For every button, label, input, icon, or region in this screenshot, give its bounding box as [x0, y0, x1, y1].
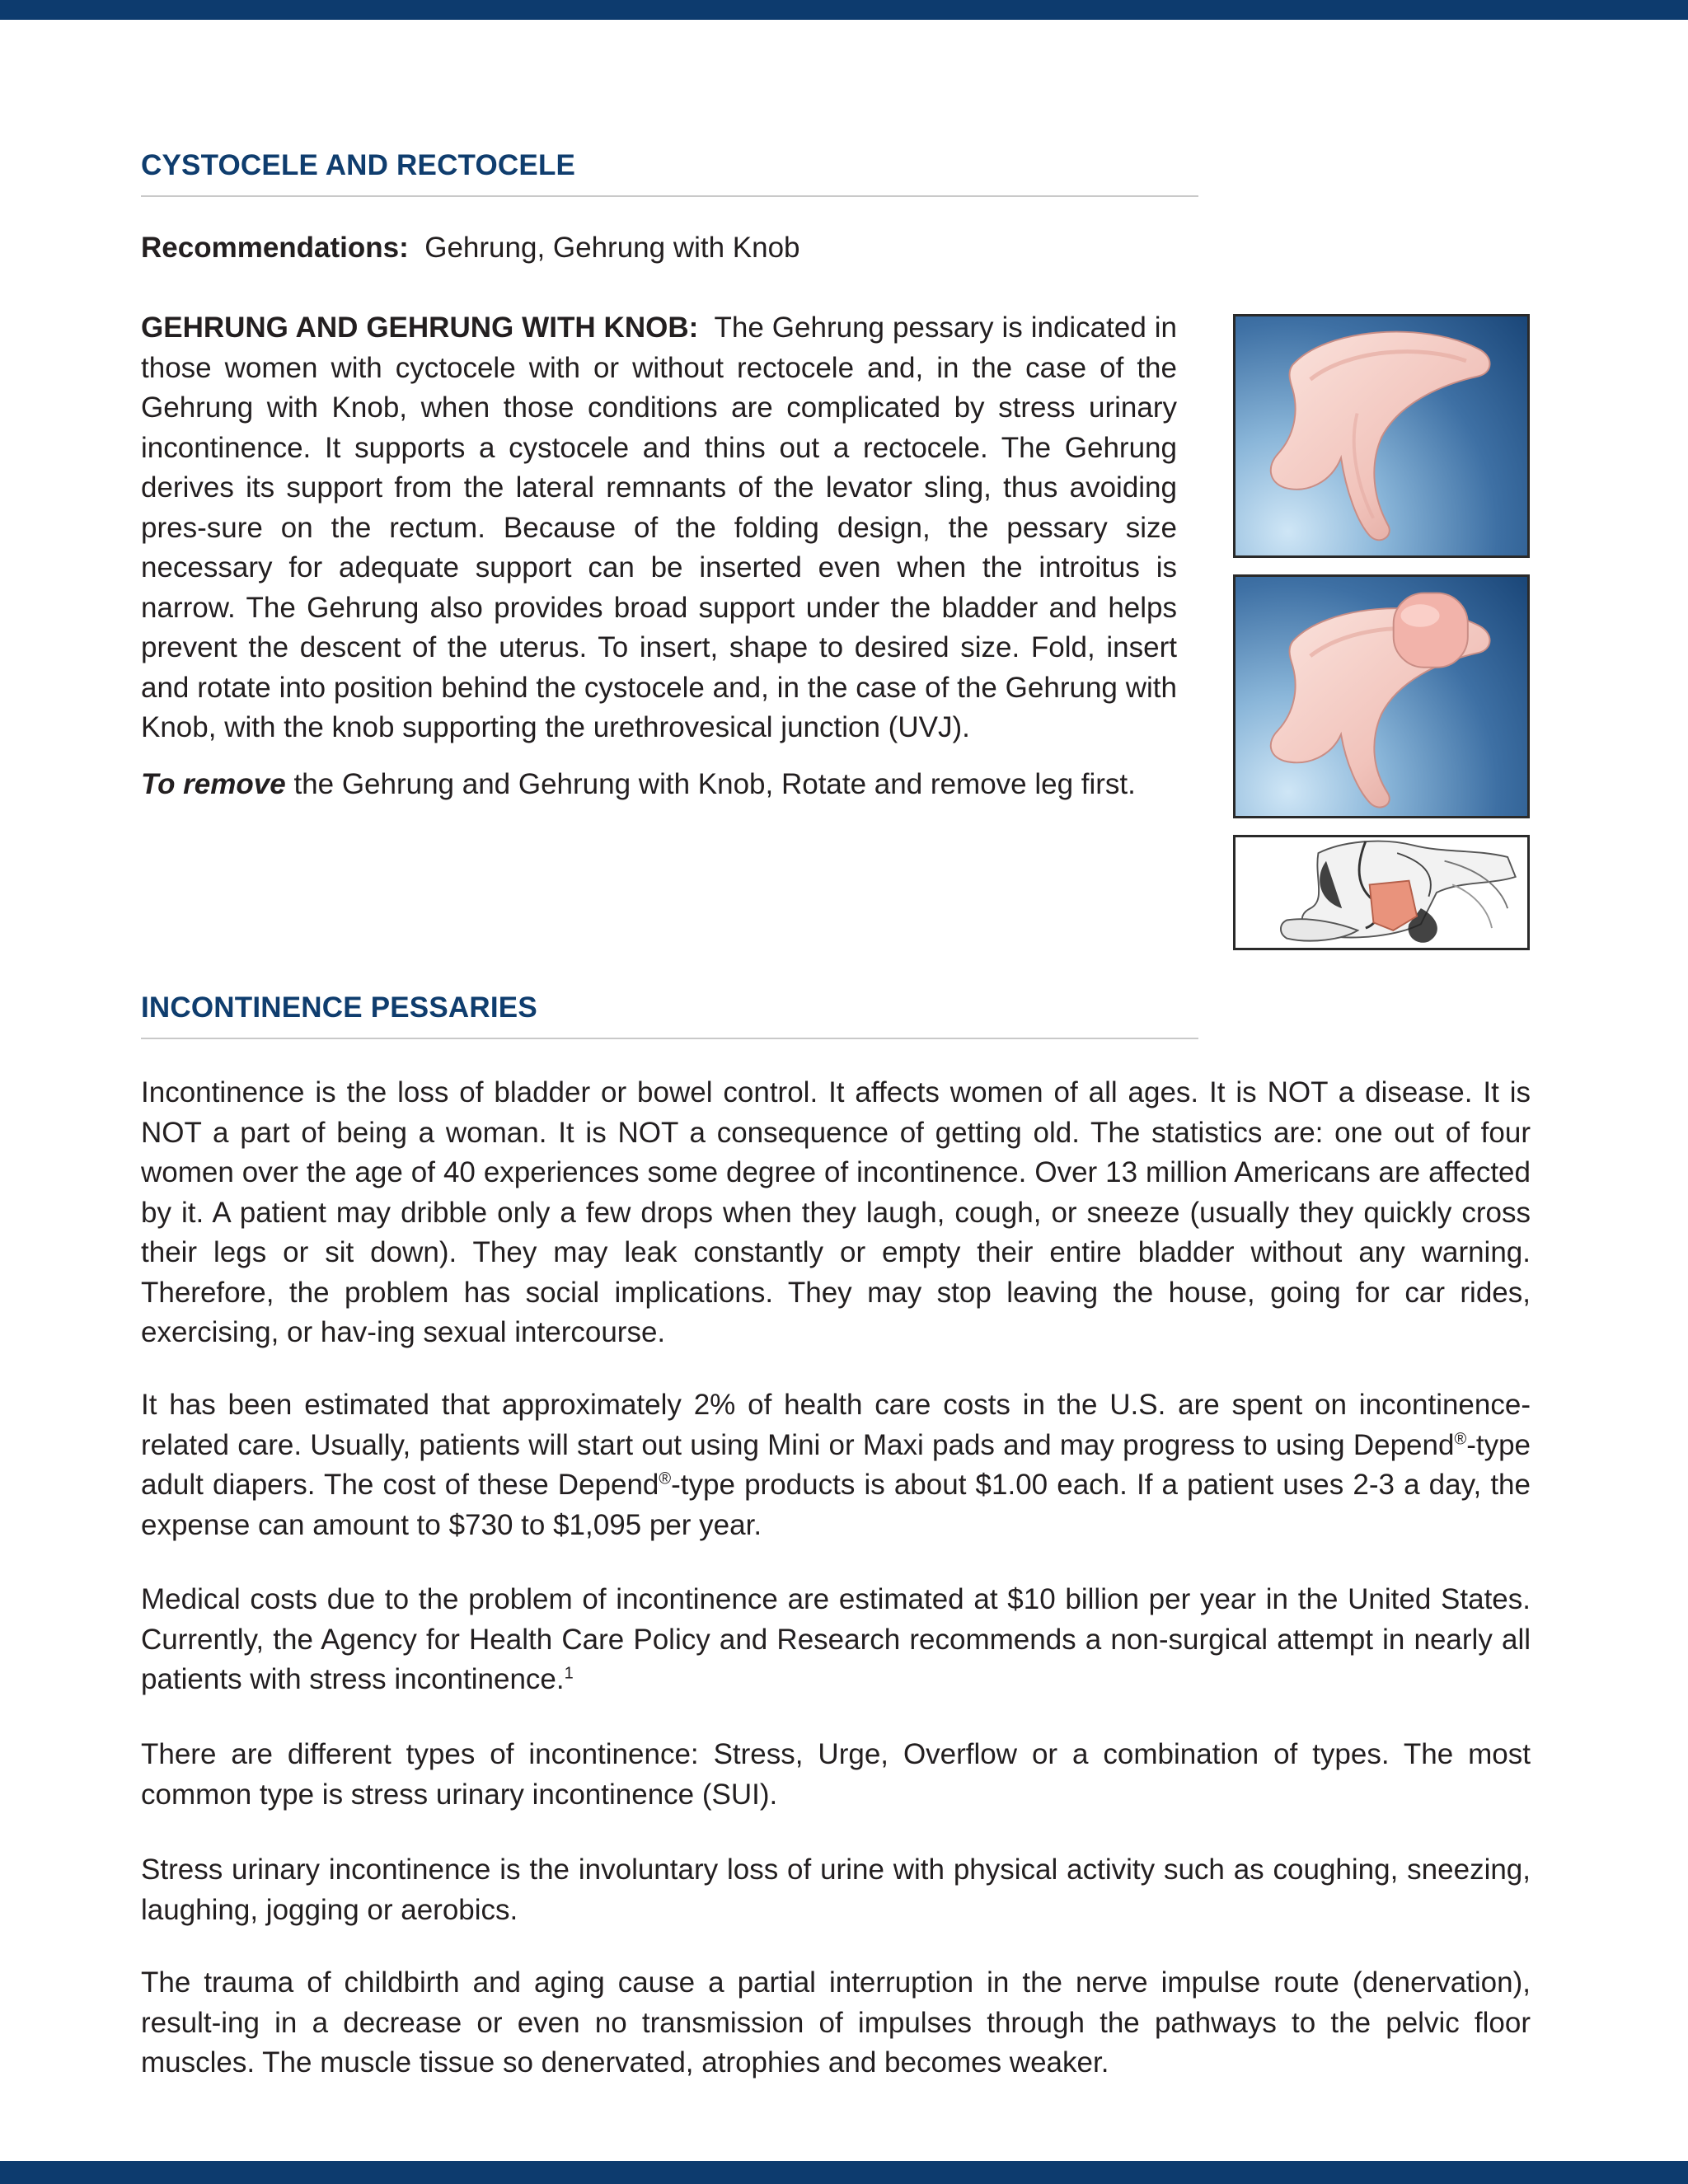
recommendations-label: Recommendations: — [141, 232, 409, 264]
incontinence-paragraph-3 — [141, 1580, 1531, 1700]
gehrung-with-knob-image — [1233, 574, 1530, 818]
registered-mark: ® — [659, 1469, 672, 1488]
section-divider — [141, 1038, 1198, 1039]
gehrung-heading: GEHRUNG AND GEHRUNG WITH KNOB: — [141, 312, 699, 344]
remove-instructions — [141, 765, 1177, 805]
section-title-incontinence: INCONTINENCE PESSARIES — [141, 991, 537, 1024]
bottom-color-bar — [0, 2161, 1688, 2184]
gehrung-paragraph — [141, 308, 1177, 748]
recommendations-value: Gehrung, Gehrung with Knob — [424, 232, 800, 264]
paragraph-2-part-c: -type products is about $1.00 each. If a patient uses 2-3 a day, the expense can amount to $730 to $1,095 per year. — [141, 1469, 1531, 1541]
incontinence-paragraph-6: The trauma of childbirth and aging cause a partial interruption in the nerve impulse route (denervation), result-ing in a decrease or even no transmission of impulses through the pathways to the pelvic floor muscles. The muscle tissue so denervated, atrophies and becomes weaker. — [141, 1966, 1531, 2079]
section-title-cystocele: CYSTOCELE AND RECTOCELE — [141, 149, 576, 181]
incontinence-paragraph-5: Stress urinary incontinence is the involuntary loss of urine with physical activity such as coughing, sneezing, laughing, jogging or aerobics. — [141, 1854, 1531, 1926]
gehrung-pessary-image — [1233, 314, 1530, 558]
paragraph-2-part-b: -type adult diapers. The cost of these Depend — [141, 1428, 1531, 1501]
gehrung-text: The Gehrung pessary is indicated in those women with cyctocele with or without rectocele and, in the case of the Gehrung with Knob, when those conditions are complicated by stress urinary incontinence. It supports a cystocele and thins out a rectocele. The Gehrung derives its support from the lateral remnants of the levator sling, thus avoiding pres-sure on the rectum. Because of the folding design, the pessary size necessary for adequate support can be inserted even when the introitus is narrow. The Gehrung also provides broad support under the bladder and helps prevent the descent of the uterus. To insert, shape to desired size. Fold, insert and rotate into position behind the cystocele and, in the case of the Gehrung with Knob, with the knob supporting the urethrovesical junction (UVJ). — [141, 312, 1177, 743]
footnote-marker: 1 — [564, 1664, 574, 1683]
top-color-bar — [0, 0, 1688, 20]
anatomical-placement-diagram — [1233, 835, 1530, 950]
paragraph-2-part-a: It has been estimated that approximately 2% of health care costs in the U.S. are spent on incontinence-related care. Usually, patients will start out using Mini or Maxi pads and may progress to using Depend — [141, 1389, 1531, 1461]
registered-mark: ® — [1454, 1429, 1467, 1448]
incontinence-paragraph-4: There are different types of incontinence: Stress, Urge, Overflow or a combination of types. The most common type is stress urinary incontinence (SUI). — [141, 1738, 1531, 1811]
paragraph-3-text: Medical costs due to the problem of incontinence are estimated at $10 billion per year in the United States. Currently, the Agency for Health Care Policy and Research recommends a non-surgical attempt in nearly all patients with stress incontinence. — [141, 1583, 1531, 1695]
recommendations-line — [141, 228, 800, 269]
incontinence-paragraph-1: Incontinence is the loss of bladder or bowel control. It affects women of all ages. It is NOT a disease. It is NOT a part of being a woman. It is NOT a consequence of getting old. The statistics are: one out of four women over the age of 40 experiences some degree of incontinence. Over 13 million Americans are affected by it. A patient may dribble only a few drops when they laugh, cough, or sneeze (usually they quickly cross their legs or sit down). They may leak constantly or empty their entire bladder without any warning. Therefore, the problem has social implications. They may stop leaving the house, going for car rides, exercising, or hav-ing sexual intercourse. — [141, 1076, 1531, 1348]
remove-label: To remove — [141, 768, 286, 800]
section-divider — [141, 195, 1198, 197]
remove-text: the Gehrung and Gehrung with Knob, Rotate and remove leg first. — [293, 768, 1136, 800]
incontinence-paragraph-2 — [141, 1385, 1531, 1545]
